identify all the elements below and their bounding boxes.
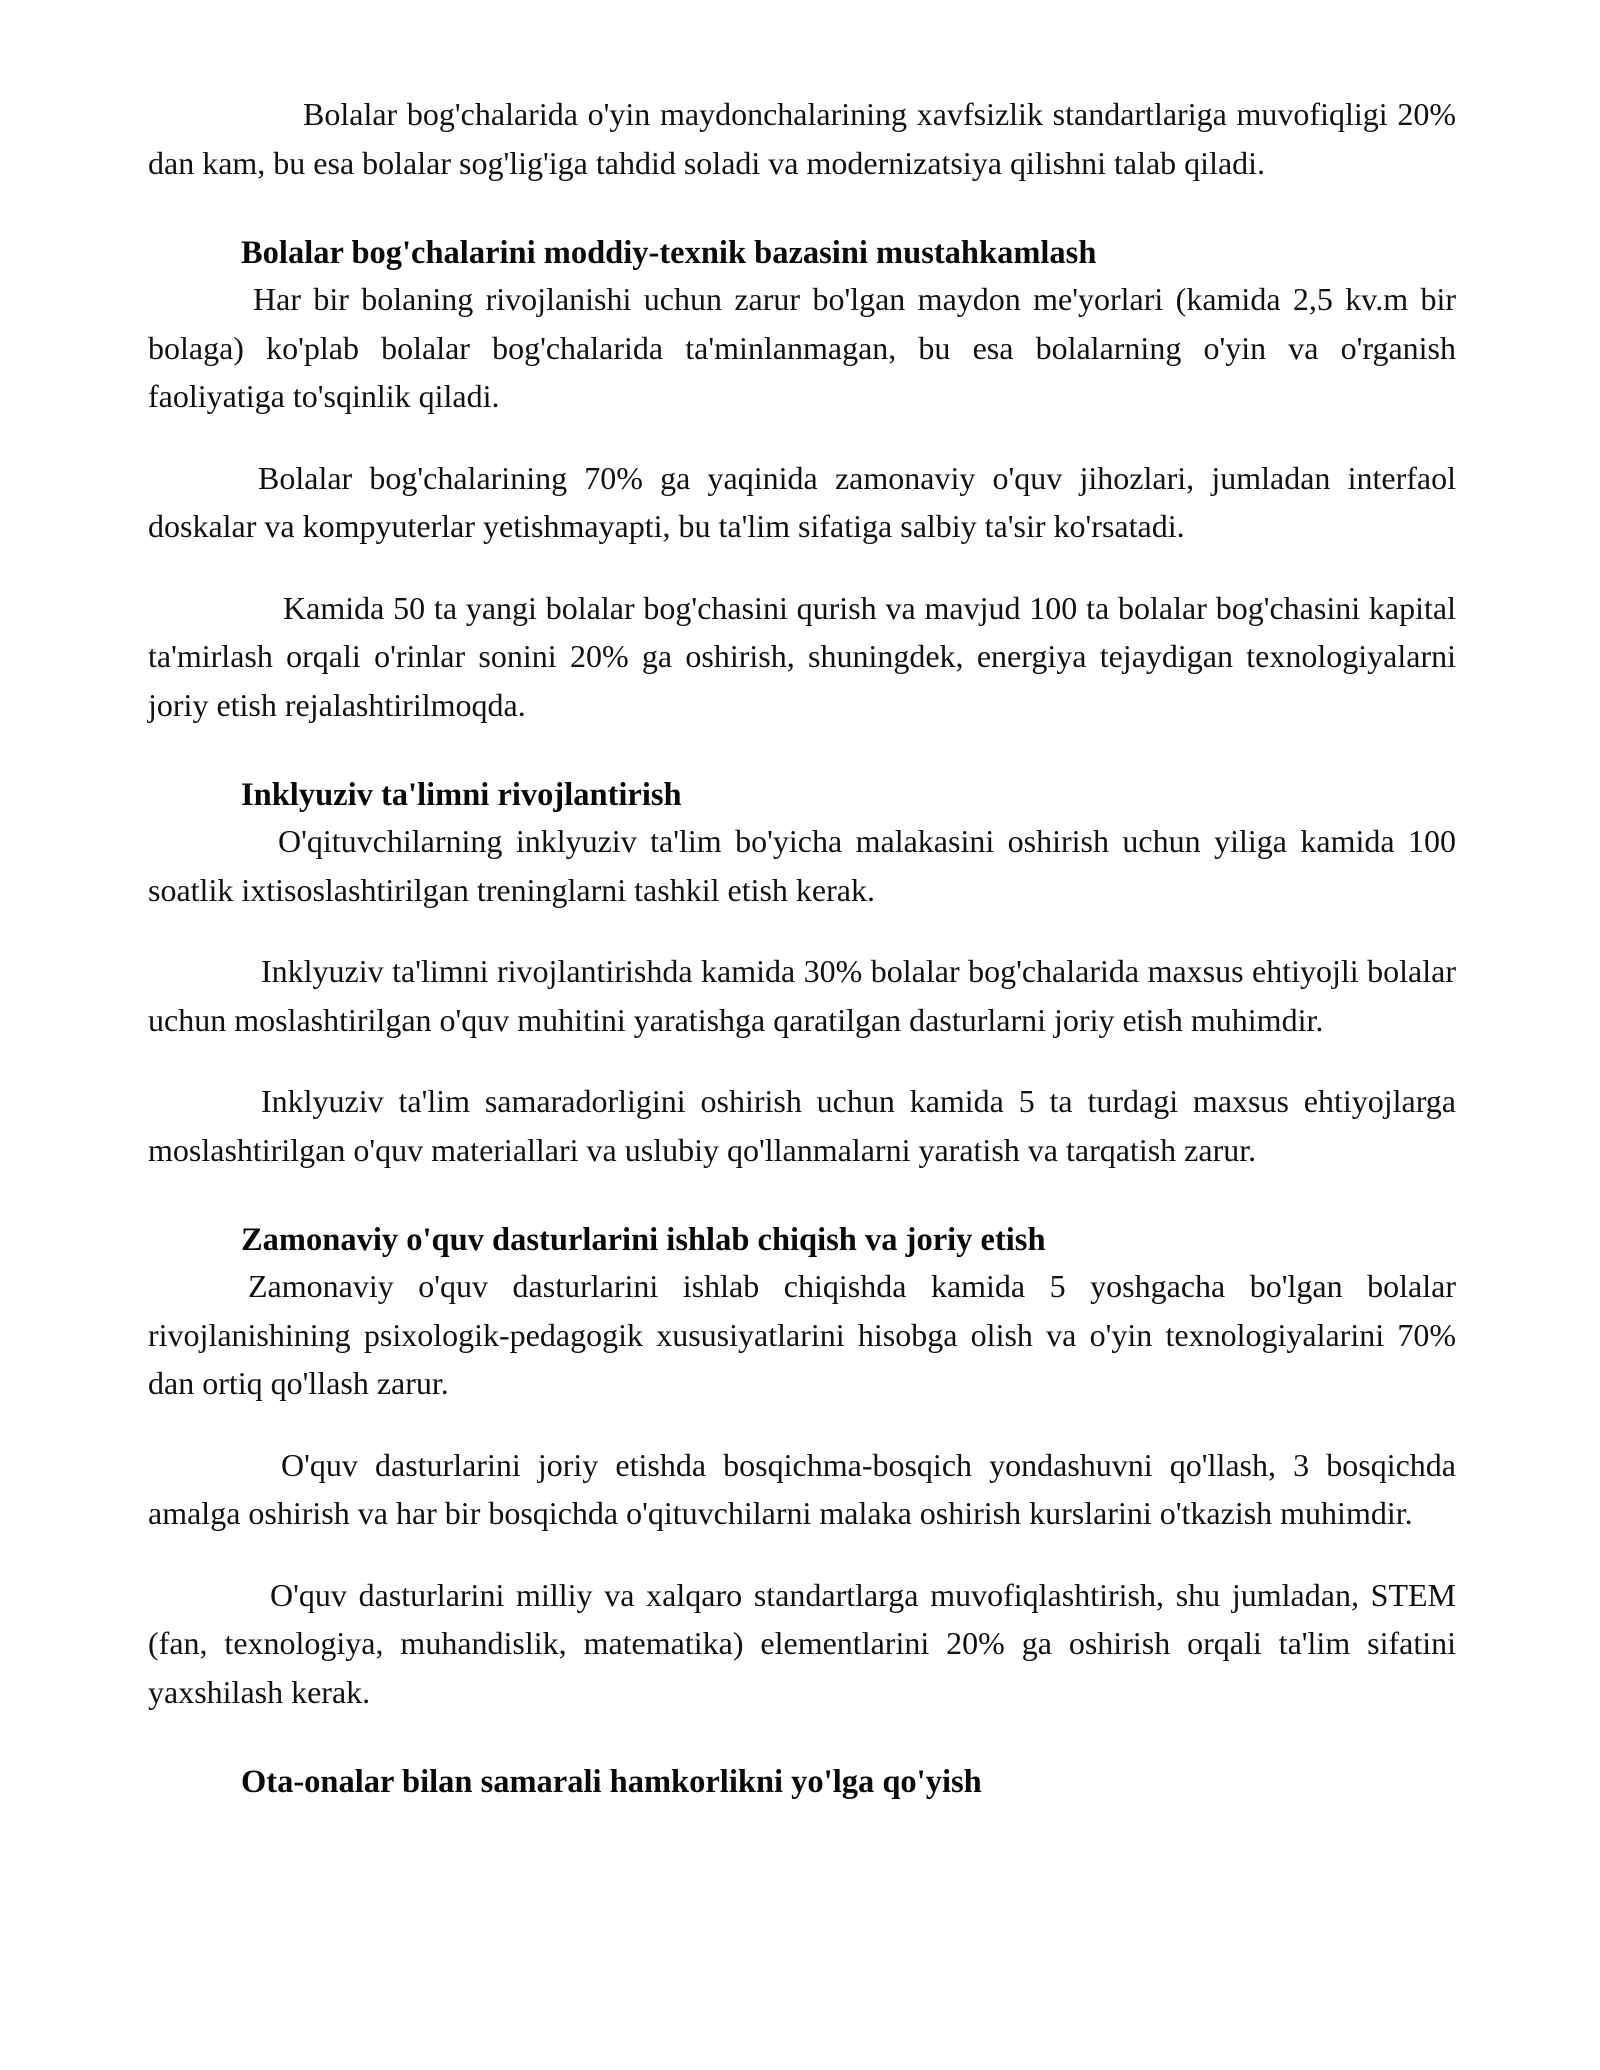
document-page (148, 90, 1456, 1804)
paragraph-adapted-environment: Inklyuziv ta'limni rivojlantirishda kamida 30% bolalar bog'chalarida maxsus ehtiyojli bolalar uchun moslashtirilgan o'quv muhitini yaratishga qaratilgan dasturlarni joriy etish muhimdir. (148, 953, 1456, 1038)
paragraph-playground-safety: Bolalar bog'chalarida o'yin maydonchalarining xavfsizlik standartlariga muvofiqligi 20% dan kam, bu esa bolalar sog'lig'iga tahdid soladi va modernizatsiya qilishni talab qiladi. (148, 96, 1456, 181)
heading-parent-cooperation: Ota-onalar bilan samarali hamkorlikni yo'lga qo'yish (241, 1764, 982, 1800)
paragraph-phased-approach: O'quv dasturlarini joriy etishda bosqichma-bosqich yondashuvni qo'llash, 3 bosqichda amalga oshirish va har bir bosqichda o'qituvchilarni malaka oshirish kurslarini o'tkazish muhimdir. (148, 1446, 1456, 1531)
paragraph-learning-materials: Inklyuziv ta'lim samaradorligini oshirish uchun kamida 5 ta turdagi maxsus ehtiyojlarga moslashtirilgan o'quv materiallari va uslubiy qo'llanmalarni yaratish va tarqatish zarur. (148, 1083, 1456, 1168)
paragraph-construction-plan: Kamida 50 ta yangi bolalar bog'chasini qurish va mavjud 100 ta bolalar bog'chasini kapital ta'mirlash orqali o'rinlar sonini 20% ga oshirish, shuningdek, energiya tejaydigan texnologiyalarni joriy etish rejalashtirilmoqda. (148, 589, 1456, 723)
heading-modern-curricula: Zamonaviy o'quv dasturlarini ishlab chiqish va joriy etish (241, 1222, 1046, 1258)
paragraph-teacher-training: O'qituvchilarning inklyuziv ta'lim bo'yicha malakasini oshirish uchun yiliga kamida 100 soatlik ixtisoslashtirilgan treninglarni tashkil etish kerak. (148, 823, 1456, 908)
paragraph-curriculum-development: Zamonaviy o'quv dasturlarini ishlab chiqishda kamida 5 yoshgacha bo'lgan bolalar rivojlanishining psixologik-pedagogik xususiyatlarini hisobga olish va o'yin texnologiyalarini 70% dan ortiq qo'llash zarur. (148, 1268, 1456, 1401)
paragraph-space-norms: Har bir bolaning rivojlanishi uchun zarur bo'lgan maydon me'yorlari (kamida 2,5 kv.m bir bolaga) ko'plab bolalar bog'chalarida ta'minlanmagan, bu esa bolalarning o'yin va o'rganish faoliyatiga to'sqinlik qiladi. (148, 281, 1456, 414)
heading-material-base: Bolalar bog'chalarini moddiy-texnik bazasini mustahkamlash (241, 235, 1097, 271)
heading-inclusive-education: Inklyuziv ta'limni rivojlantirish (241, 777, 682, 813)
paragraph-standards-stem: O'quv dasturlarini milliy va xalqaro standartlarga muvofiqlashtirish, shu jumladan, STEM (fan, texnologiya, muhandislik, matematika) elementlarini 20% ga oshirish orqali ta'lim sifatini yaxshilash kerak. (148, 1576, 1456, 1710)
paragraph-equipment-shortage: Bolalar bog'chalarining 70% ga yaqinida zamonaviy o'quv jihozlari, jumladan interfaol doskalar va kompyuterlar yetishmayapti, bu ta'lim sifatiga salbiy ta'sir ko'rsatadi. (148, 459, 1456, 544)
